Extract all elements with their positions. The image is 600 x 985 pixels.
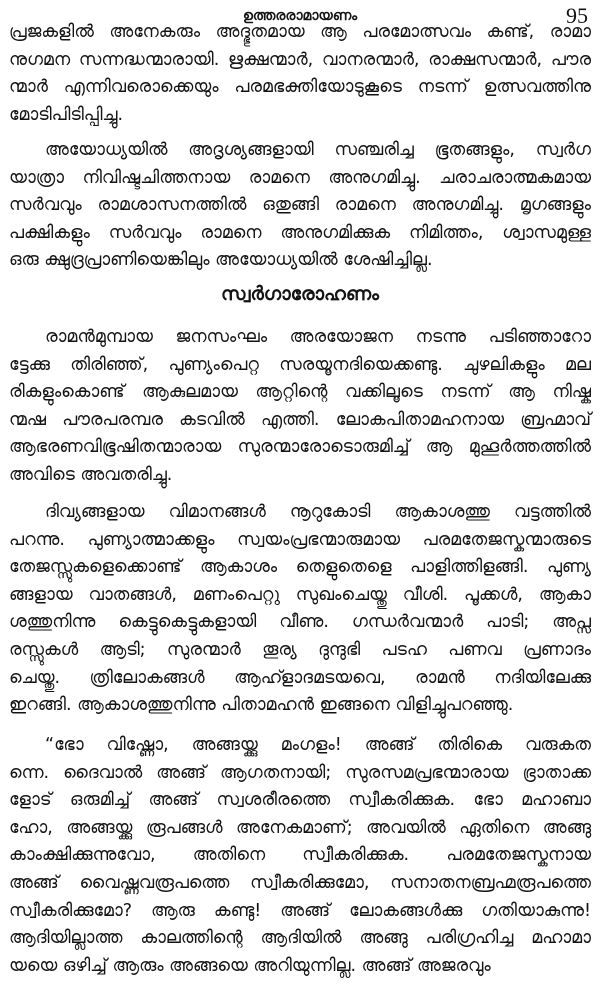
text-line: ആഭരണവിഭൂഷിതന്മാരായ സുരന്മാരോടൊരുമിച്ച് ആ മുഹൂർത്തത്തിൽ (9, 437, 591, 458)
text-line: ഹോ, അങ്ങയ്ക്കു രൂപങ്ങൾ അനേകമാണ്; അവയിൽ ഏതിനെ അങ്ങു (9, 817, 591, 838)
text-line: രസ്സുകൾ ആടി; സുരന്മാർ തൂര്യ ദുന്ദുഭി പടഹ പണവ പ്രണാദം (9, 640, 591, 660)
text-line: അയോധ്യയിൽ അദൃശ്യങ്ങളായി സഞ്ചരിച്ച ഭൂതങ്ങളും, സ്വർഗ (45, 140, 591, 160)
text-line: ആദിയില്ലാത്ത കാലത്തിന്റെ ആദിയിൽ അങ്ങു പരിഗ്രഹിച്ച മഹാമാ (9, 928, 591, 949)
text-line: പ്രജകളിൽ അനേകരും അദ്ഭുതമായ ആ പരമോത്സവം കണ്ട്, രാമാ (9, 22, 591, 42)
page-number: 95 (566, 3, 588, 28)
text-line: പറന്നു. പുണ്യാത്മാക്കളും സ്വയംപ്രഭന്മാരുമായ പരമതേജസ്കന്മാരുടെ (9, 529, 591, 550)
text-line: ഇറങ്ങി. ആകാശത്തുനിന്നു പിതാമഹൻ ഇങ്ങനെ വിളിച്ചുപറഞ്ഞു. (9, 695, 514, 716)
text-line: ട്ടേക്കു തിരിഞ്ഞ്, പുണ്യംപെറ്റ സരയൂനദിയെക്കണ്ടു. ചുഴലികളും മല (9, 354, 591, 375)
text-line: മോടിപിടിപ്പിച്ചു. (9, 104, 124, 125)
text-line: സർവവും രാമശാസനത്തിൽ ഒതുങ്ങി രാമനെ അനുഗമിച്ചു. മൃഗങ്ങളും (9, 195, 591, 216)
text-line: ളോട് ഒരുമിച്ച് അങ്ങ് സ്വശരീരത്തെ സ്വീകരിക്കുക. ഭോ മഹാബാ (9, 790, 591, 811)
text-line: അവിടെ അവതരിച്ചു. (9, 465, 173, 485)
text-line: യാത്രാ നിവിഷ്ടചിത്തനായ രാമനെ അനുഗമിച്ചു. ചരാചരാത്മകമായ (9, 167, 591, 188)
text-line: ന്മാർ എന്നിവരൊക്കെയും പരമഭക്തിയോടുകൂടെ നടന്ന് ഉത്സവത്തിനു (9, 77, 591, 98)
text-line: ചെയ്തു. ത്രിലോകങ്ങൾ ആഹ്ളാദമടയവെ, രാമൻ നദിയിലേക്കു (9, 667, 591, 688)
text-line: യയെ ഒഴിച്ച് ആരും അങ്ങയെ അറിയുന്നില്ല. അങ്ങ് അജരവും (9, 955, 491, 976)
text-line: സ്വീകരിക്കുമോ? ആരു കണ്ടു! അങ്ങ് ലോകങ്ങൾക്കു ഗതിയാകുന്നു! (9, 900, 591, 921)
text-line: രാമൻമുമ്പായ ജനസംഘം അരയോജന നടന്നു പടിഞ്ഞാറോ (45, 327, 591, 347)
text-line: ങ്ങളായ വാതങ്ങൾ, മണംപെറ്റു സുഖംചെയ്തു വീശി. പൂക്കൾ, ആകാ (9, 584, 591, 605)
section-heading: സ്വർഗാരോഹണം (221, 283, 379, 305)
text-line: നുഗമന സന്നദ്ധന്മാരായി. ഋക്ഷന്മാർ, വാനരന്മാർ, രാക്ഷസന്മാർ, പൗര (9, 49, 591, 70)
text-line: പക്ഷികളും സർവവും രാമനെ അനുഗമിക്കുക നിമിത്തം, ശ്വാസമുള്ള (9, 222, 591, 243)
text-line: “ഭോ വിഷ്ണോ, അങ്ങയ്ക്കു മംഗളം! അങ്ങ് തിരികെ വരുകത (45, 735, 591, 755)
text-line: അങ്ങ് വൈഷ്ണവരൂപത്തെ സ്വീകരിക്കുമോ, സനാതനബ്രഹ്മരൂപത്തെ (9, 873, 591, 893)
book-title: ഉത്തരരാമായണം (242, 8, 358, 24)
text-line: ന്മഷ പൗരപരമ്പര കടവിൽ എത്തി. ലോകപിതാമഹനായ ബ്രഹ്മാവ് (9, 409, 591, 430)
text-line: തേജസ്സുകളെക്കൊണ്ട് ആകാശം തെളുതെളെ പാളിത്തിളങ്ങി. പുണ്യ (9, 557, 591, 578)
text-line: കാംക്ഷിക്കുന്നുവോ, അതിനെ സ്വീകരിക്കുക. പരമതേജസ്കനായ (9, 845, 591, 866)
text-line: ന്നെ. ദൈവാൽ അങ്ങ് ആഗതനായി; സുരസമപ്രഭന്മാരായ ഭ്രാതാക്ക (9, 762, 591, 783)
text-line: ശത്തുനിന്നു കെട്ടുകെട്ടുകളായി വീണു. ഗന്ധർവന്മാർ പാടി; അപ്സ (9, 612, 591, 633)
text-line: ദിവ്യങ്ങളായ വിമാനങ്ങൾ നൂറുകോടി ആകാശത്തു വട്ടത്തിൽ (45, 502, 591, 522)
text-line: ഒരു ക്ഷുദ്രപ്രാണിയെങ്കിലും അയോധ്യയിൽ ശേഷിച്ചില്ല. (9, 250, 433, 271)
text-line: രികളുംകൊണ്ട് ആകുലമായ ആറ്റിന്റെ വക്കിലൂടെ നടന്ന് ആ നിഷ്ക (9, 382, 591, 403)
